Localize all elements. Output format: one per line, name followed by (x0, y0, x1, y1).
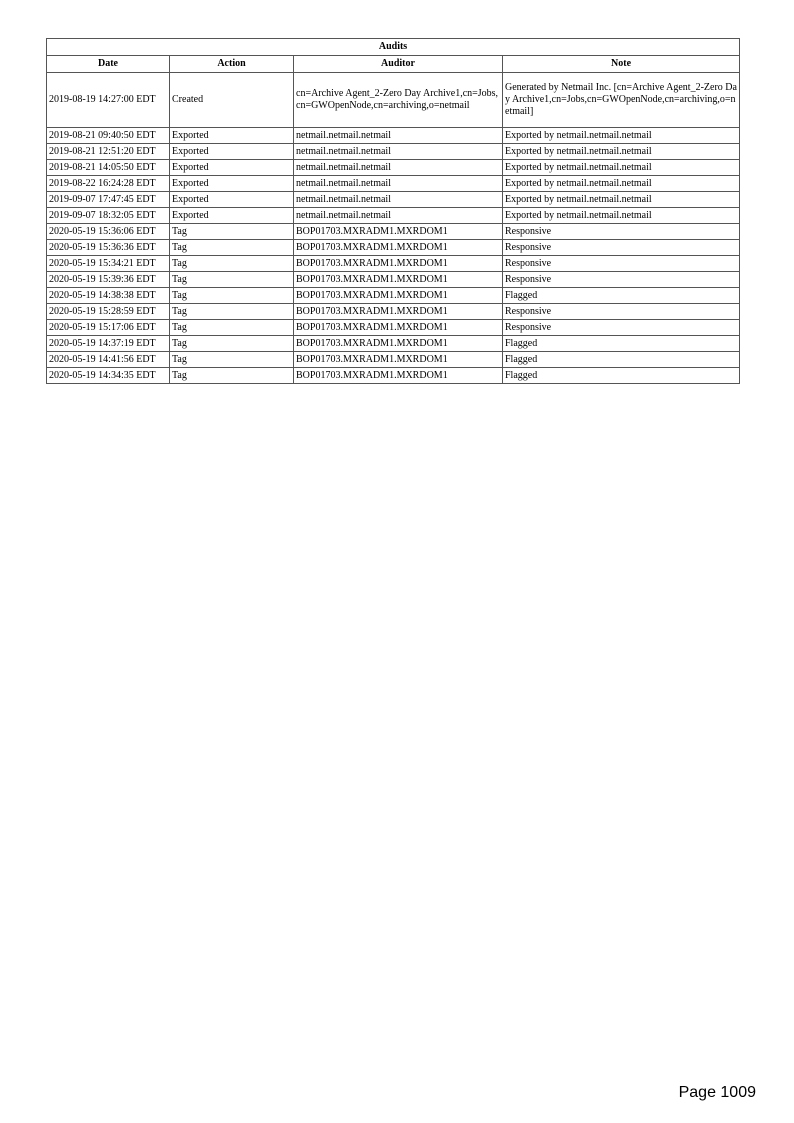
table-row (47, 304, 740, 320)
column-header-auditor: Auditor (294, 56, 503, 73)
cell-action: Tag (170, 224, 294, 240)
table-row (47, 272, 740, 288)
column-header-action: Action (170, 56, 294, 73)
table-row (47, 160, 740, 176)
cell-action: Exported (170, 192, 294, 208)
cell-auditor: netmail.netmail.netmail (294, 208, 503, 224)
table-row (47, 192, 740, 208)
cell-auditor: netmail.netmail.netmail (294, 160, 503, 176)
cell-date: 2020-05-19 14:37:19 EDT (47, 336, 170, 352)
table-row (47, 144, 740, 160)
table-row (47, 208, 740, 224)
cell-note: Responsive (503, 240, 740, 256)
cell-note: Exported by netmail.netmail.netmail (503, 144, 740, 160)
cell-action: Tag (170, 352, 294, 368)
table-title: Audits (47, 39, 740, 56)
cell-auditor: netmail.netmail.netmail (294, 192, 503, 208)
cell-date: 2019-08-21 14:05:50 EDT (47, 160, 170, 176)
cell-auditor: BOP01703.MXRADM1.MXRDOM1 (294, 256, 503, 272)
cell-auditor: BOP01703.MXRADM1.MXRDOM1 (294, 224, 503, 240)
table-row (47, 288, 740, 304)
cell-date: 2019-09-07 18:32:05 EDT (47, 208, 170, 224)
cell-auditor: BOP01703.MXRADM1.MXRDOM1 (294, 368, 503, 384)
audit-rows (47, 73, 740, 384)
cell-action: Tag (170, 240, 294, 256)
cell-auditor: netmail.netmail.netmail (294, 176, 503, 192)
cell-note: Responsive (503, 304, 740, 320)
cell-auditor: netmail.netmail.netmail (294, 128, 503, 144)
cell-note: Flagged (503, 288, 740, 304)
cell-note: Exported by netmail.netmail.netmail (503, 128, 740, 144)
cell-auditor: BOP01703.MXRADM1.MXRDOM1 (294, 288, 503, 304)
table-row (47, 240, 740, 256)
cell-action: Tag (170, 320, 294, 336)
cell-action: Exported (170, 128, 294, 144)
table-header-row (47, 56, 740, 73)
cell-action: Tag (170, 272, 294, 288)
cell-action: Exported (170, 208, 294, 224)
cell-note: Generated by Netmail Inc. [cn=Archive Agent_2-Zero Day Archive1,cn=Jobs,cn=GWOpenNode,cn=archiving,o=netmail] (503, 73, 740, 128)
table-row (47, 256, 740, 272)
cell-date: 2020-05-19 15:39:36 EDT (47, 272, 170, 288)
cell-auditor: BOP01703.MXRADM1.MXRDOM1 (294, 272, 503, 288)
cell-note: Responsive (503, 256, 740, 272)
column-header-date: Date (47, 56, 170, 73)
cell-action: Tag (170, 288, 294, 304)
cell-date: 2019-08-21 12:51:20 EDT (47, 144, 170, 160)
cell-date: 2020-05-19 15:34:21 EDT (47, 256, 170, 272)
cell-action: Exported (170, 160, 294, 176)
cell-action: Exported (170, 144, 294, 160)
cell-note: Flagged (503, 352, 740, 368)
cell-action: Tag (170, 304, 294, 320)
cell-date: 2020-05-19 15:36:06 EDT (47, 224, 170, 240)
cell-auditor: netmail.netmail.netmail (294, 144, 503, 160)
cell-action: Created (170, 73, 294, 128)
cell-date: 2020-05-19 15:28:59 EDT (47, 304, 170, 320)
cell-auditor: BOP01703.MXRADM1.MXRDOM1 (294, 240, 503, 256)
cell-auditor: BOP01703.MXRADM1.MXRDOM1 (294, 336, 503, 352)
cell-note: Exported by netmail.netmail.netmail (503, 208, 740, 224)
cell-note: Flagged (503, 368, 740, 384)
cell-action: Tag (170, 368, 294, 384)
cell-note: Flagged (503, 336, 740, 352)
cell-date: 2019-09-07 17:47:45 EDT (47, 192, 170, 208)
table-row (47, 368, 740, 384)
cell-date: 2020-05-19 15:36:36 EDT (47, 240, 170, 256)
cell-note: Exported by netmail.netmail.netmail (503, 160, 740, 176)
table-row (47, 336, 740, 352)
table-row (47, 320, 740, 336)
cell-note: Responsive (503, 272, 740, 288)
cell-date: 2019-08-19 14:27:00 EDT (47, 73, 170, 128)
cell-date: 2019-08-22 16:24:28 EDT (47, 176, 170, 192)
table-row (47, 352, 740, 368)
table-row (47, 73, 740, 128)
cell-date: 2019-08-21 09:40:50 EDT (47, 128, 170, 144)
column-header-note: Note (503, 56, 740, 73)
table-title-row (47, 39, 740, 56)
cell-date: 2020-05-19 14:34:35 EDT (47, 368, 170, 384)
cell-date: 2020-05-19 15:17:06 EDT (47, 320, 170, 336)
cell-date: 2020-05-19 14:41:56 EDT (47, 352, 170, 368)
cell-auditor: BOP01703.MXRADM1.MXRDOM1 (294, 304, 503, 320)
cell-date: 2020-05-19 14:38:38 EDT (47, 288, 170, 304)
cell-action: Exported (170, 176, 294, 192)
cell-note: Responsive (503, 320, 740, 336)
cell-note: Exported by netmail.netmail.netmail (503, 192, 740, 208)
cell-note: Responsive (503, 224, 740, 240)
cell-auditor: BOP01703.MXRADM1.MXRDOM1 (294, 352, 503, 368)
cell-auditor: BOP01703.MXRADM1.MXRDOM1 (294, 320, 503, 336)
audits-table (46, 38, 740, 384)
cell-action: Tag (170, 256, 294, 272)
page-number: Page 1009 (678, 1084, 756, 1101)
cell-note: Exported by netmail.netmail.netmail (503, 176, 740, 192)
table-row (47, 128, 740, 144)
cell-auditor: cn=Archive Agent_2-Zero Day Archive1,cn=Jobs,cn=GWOpenNode,cn=archiving,o=netmail (294, 73, 503, 128)
table-row (47, 176, 740, 192)
table-row (47, 224, 740, 240)
cell-action: Tag (170, 336, 294, 352)
